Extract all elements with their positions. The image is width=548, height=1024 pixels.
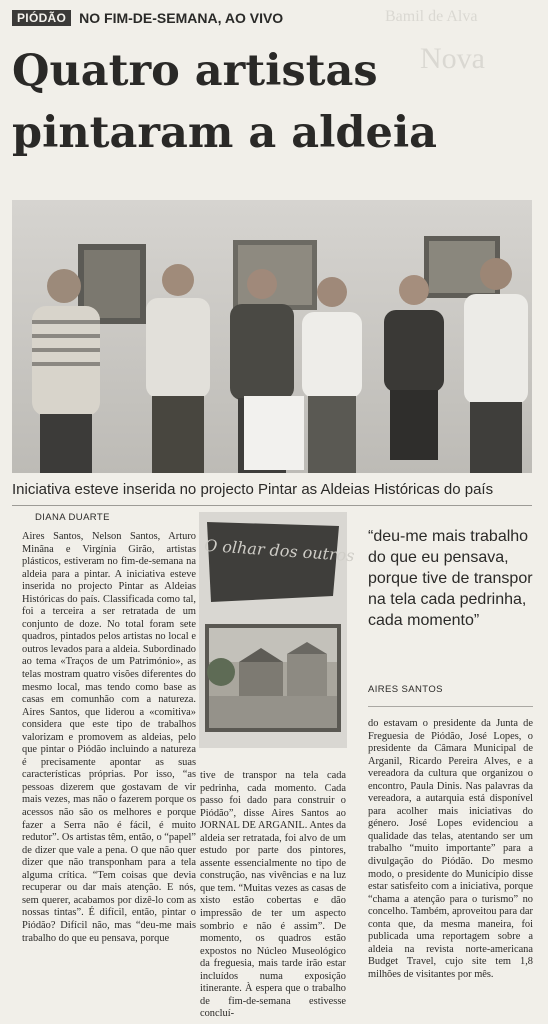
section-tag: PIÓDÃO: [12, 10, 71, 26]
bleed-through-headline: Nova: [420, 42, 485, 75]
painting-photo: [199, 512, 356, 748]
pull-quote-divider: [368, 706, 533, 707]
kicker-text: NO FIM-DE-SEMANA, AO VIVO: [79, 10, 284, 26]
caption-divider: [12, 505, 532, 506]
group-photo-illustration: [12, 200, 532, 473]
column-1-text: Aires Santos, Nelson Santos, Arturo Minãna e Virgínia Girão, artistas plásticos, estiveram no fim-de-semana na aldeia para a pintar. A iniciativa esteve inserida no projecto Pintar as Aldeias Históricas do país. Classificada como tal, foi a terceira a ser retratada de um conjunto de doze. No total foram sete quadros, pintados pelos artistas no local e outros levados para a aldeia. Subordinado ao tema «Traços de um Património», as telas mostram quatro visões diferentes do mesmo local, mas tendo como base as casas em comunhão com a natureza. Aires Santos, que liderou a «comitiva» considera que este tipo de trabalhos valorizam e promovem as aldeias, pelo que pintar o Piódão incluindo a natureza é precisamente apontar as suas características próprias. Por isso, “as pessoas dizerem que gostavam de vir mais vezes, mas não o fazerem porque os acessos não são os melhores e porque fazer a Serra não é fácil, é muito redutor”. Os artistas têm, então, o “papel” de dizer que vale a pena. O que não quer dizer que não transponham para a tela alguma crítica. “Tem coisas que devia recuperar ou dar mais atenção. E nós, sem querer, acabamos por dizê-lo com as nossas tintas”. É difícil, então, pintar o Piódão? Difícil não, mas “deu-me mais trabalho do que eu pensava, porque: [22, 531, 196, 944]
article-column-3: [368, 718, 533, 1013]
slate-sign-text-1: O olhar dos outros: [203, 535, 356, 566]
article-column-2: [200, 770, 346, 1020]
column-2-text: tive de transpor na tela cada pedrinha, cada momento. Cada passo foi dado para construir o Piódão”, disse Aires Santos ao JORNAL DE ARGANIL. Antes da aldeia ser retratada, foi alvo de um estudo por parte dos pintores, assente essencialmente no tipo de construção, nas vivências e na luz que tem. “Muitas vezes as casas de xisto estão cobertas e dão impressão de ter um aspecto sombrio e não é assim”. De momento, os quadros estão expostos no Núcleo Museológico da freguesia, mais tarde irão estar incluídos numa exposição itinerante. À espera que o trabalho de fim-de-semana estivesse concluí-: [200, 770, 346, 1020]
group-photo: [12, 200, 532, 473]
article-column-1: [22, 531, 196, 1016]
kicker-line: [12, 9, 283, 27]
painting-photo-illustration: [199, 512, 356, 748]
column-3-text: do estavam o presidente da Junta de Freguesia de Piódão, José Lopes, o presidente da Câmara Municipal de Arganil, Ricardo Pereira Alves, e a vereadora da cultura que organizou o encontro, Paula Dinis. Nas palavras da vereadora, a autarquia está disponível para acolher mais iniciativas do género. José Lopes evidenciou a qualidade das telas, atentando ser um trabalho “muito importante” para a divulgação do Piódão. Do mesmo modo, o presidente do Município disse estar satisfeito com a iniciativa, porque “chama a atenção para o turismo” no concelho. Também, aproveitou para dar conta que, da mesma maneira, foi publicada uma reportagem sobre a aldeia na revista norte-americana Budget Travel, cujo site tem 1,8 milhões de visitantes por mês.: [368, 718, 533, 980]
pull-quote: “deu-me mais trabalho do que eu pensava, porque tive de transpor na tela cada pedrinha, cada momento”: [368, 528, 533, 629]
pull-quote-author: AIRES SANTOS: [368, 684, 443, 695]
white-box: [244, 396, 304, 470]
bleed-through-text: Bamil de Alva: [385, 8, 478, 25]
headline: Quatro artistas pintaram a aldeia: [12, 46, 438, 158]
photo-caption: Iniciativa esteve inserida no projecto Pintar as Aldeias Históricas do país: [12, 481, 494, 498]
byline: DIANA DUARTE: [35, 512, 110, 523]
